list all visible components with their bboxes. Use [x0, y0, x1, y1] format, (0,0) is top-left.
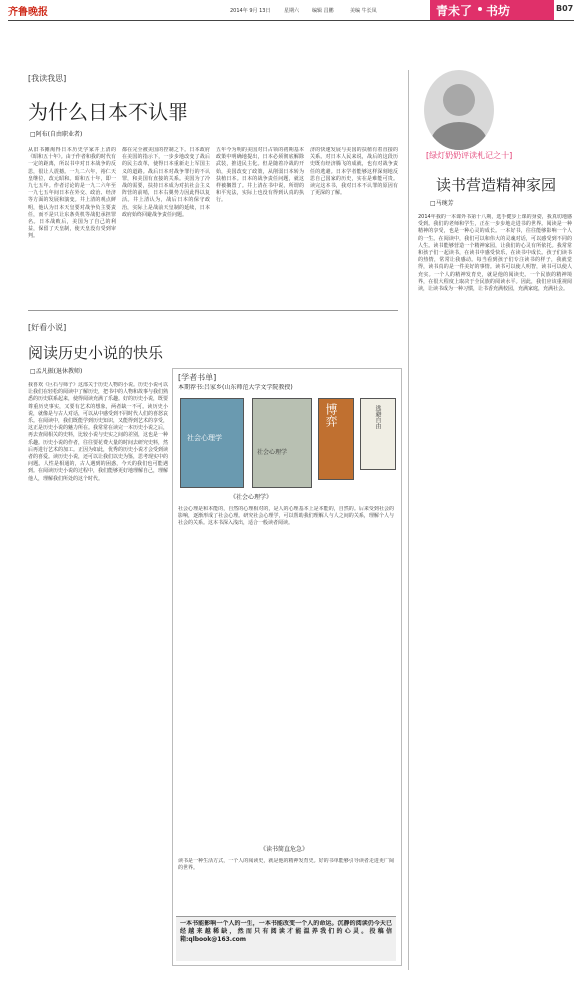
headline-3: 读书营造精神家园: [436, 176, 557, 194]
portrait-icon: [424, 70, 494, 150]
book-cover-4: [360, 398, 396, 470]
section-dot: [478, 7, 482, 11]
book-list-subtitle: 本期荐书:吕家乡(山东师范大学文学院教授): [178, 384, 293, 391]
book-cover-2-title: 社会心理学: [257, 449, 288, 456]
article3-body: 2014年我的一本课外书第十八期，选手健步上课的身姿，我真切地感受到。我们的老师和学生，正在一步步地走进书的世界。阅读是一种精神的享受，也是一种心灵的成长。一本好书，往往能够影响一个人的一生。在阅读中，我们可以和伟大的灵魂对话，可以感受到不同的人生。读书能够营造一个精神家园，让我们的心灵有所依托。我常常和孩子们一起读书，在读书中感受快乐，在读书中成长。孩子们读书的热情，常常让我感动。每当看到孩子们专注读书的样子，我就觉得，读书真的是一件美好的事情。读书可以使人明智，读书可以使人充实。一个人的精神发育史，就是他的阅读史。一个民族的精神境界，在很大程度上取决于全民族的阅读水平。因此，我们应该重视阅读，让读书成为一种习惯，让书香充满校园，充满家庭，充满社会。: [418, 214, 572, 293]
book-review-body: 社会心理是和本能的，自然的心理相对的，是人的心理基本上是本能的，自然的。后来受到社会的影响，逐渐形成了社会心理。研究社会心理学，可以帮助我们理解人与人之间的关系，理解个人与社会的关系。这本书深入浅出，适合一般读者阅读。: [178, 506, 394, 527]
book-footer-note: [176, 916, 396, 961]
page-number: B07: [556, 4, 574, 13]
headline-2: 阅读历史小说的快乐: [28, 344, 164, 362]
editor-label: 编辑 昌鹏: [312, 8, 334, 14]
headline-1: 为什么日本不认罪: [28, 100, 188, 124]
masthead-logo: 齐鲁晚报: [8, 7, 48, 18]
header-rule: [8, 20, 574, 21]
weekday: 星期六: [284, 8, 300, 14]
date-line: 2014年 9月 13日: [230, 8, 271, 14]
article1-col-2: 都在完全被美国的控制之下。日本政府在美国的指示下，一步步地改变了战后的民主改革，使得日本重新走上军国主义的道路。战后日本对战争罪行的不认罪，和美国有直接的关系。美国为了冷战的需要，扶持日本成为对抗社会主义阵营的前哨，日本右翼势力因此得以复活。井上清认为，战后日本的保守政治，实际上是战前天皇制的延续，日本政府始终回避战争责任问题。: [122, 147, 210, 218]
column-tag-2: [好看小说]: [28, 323, 67, 332]
section-sub: 书坊: [486, 4, 511, 18]
article1-col-1: 从旧书摊淘得日本历史学家井上清的《昭和五十年》。由于作者和我的时代有一定的距离，所以书中对日本战争的反思，很让人震撼。一九二六年，裕仁天皇继位，改元昭和。昭和五十年，即一九七五年。作者讨论的是一九二六年至一九七五年间日本在外交、政治、经济等方面的发展和演变。井上清的观点鲜明，他认为日本天皇要对战争负主要责任，而不是只让东条英机等战犯承担罪名。日本战败后，美国为了自己的利益，保留了天皇制，使天皇没有受到审判。: [28, 147, 116, 240]
divider-right-column: [408, 70, 409, 970]
book-cover-3: [318, 398, 354, 480]
author-portrait: [424, 70, 494, 150]
book-cover-4-title: 逃避自由: [374, 405, 381, 429]
divider-article1: [28, 310, 398, 311]
column-tag-1: [我读我思]: [28, 74, 67, 83]
article2-body: 我喜欢《巨石与筛子》这部关于历史人物的小说。历史小说可以让我们在轻松的阅读中了解历史，把书中的人物和故事与我们熟悉的历史联系起来，使得阅读充满了乐趣。好的历史小说，既要尊重历史事实，又要有艺术的想象，两者缺一不可。读历史小说，就像是与古人对话，可以从中感受到不同时代人们的喜怒哀乐。在阅读中，我们既能学到历史知识，又能得到艺术的享受，这正是历史小说的魅力所在。我常常在读完一本历史小说之后，再去查阅相关的史料，比较小说与史实之间的差别，这也是一种乐趣。历史小说的作者，往往要花费大量的时间去研究史料，然后再进行艺术的加工。正因为如此，优秀的历史小说才会受到读者的喜爱。读历史小说，还可以让我们以史为鉴，思考现实中的问题。人性是相通的，古人遇到的困惑，今天的我们也可能遇到。在阅读历史小说的过程中，我们能够更好地理解自己，理解他人，理解我们所处的这个时代。: [28, 382, 168, 482]
byline-1: □阿布(自由职业者): [30, 131, 83, 138]
designer-label: 美编 牛长凤: [350, 8, 377, 14]
book-review-body-2: 读书是一种生活方式，一个人的阅读史，就是他的精神发育史。好的书单能够引导读者走进更广阔的世界。: [178, 858, 394, 872]
book-cover-3-title: 博弈: [324, 403, 338, 427]
column-tag-3: [绿灯奶奶评读札记之十]: [426, 151, 513, 160]
book-sub-caption: 《读书简直危急》: [260, 846, 309, 853]
book-cover-2: [252, 398, 312, 488]
article1-col-4: 济的快速发展与美国的扶植有着直接的关系。对日本人民来说，战后的这段历史既有经济腾飞的成就，也有对战争责任的逃避。日本学者能够这样深刻地反思自己国家的历史，实在是难能可贵。读完这本书，我对日本不认罪的原因有了更深的了解。: [310, 147, 398, 197]
byline-2: □孟凡振(退休教师): [30, 368, 83, 375]
book-list-tag: [学者书单]: [178, 373, 217, 382]
book-footer-text: 一本书能影响一个人的一生，一本书能改变一个人的命运。沉静的阅读仍今天已经越来越稀缺，然而只有阅读才能温养我们的心灵。投稿信箱:qlbook@163.com: [180, 920, 392, 943]
article1-col-3: 五年今为明的美国对日占领的初期基本政策中明确地提出，日本必须彻底解除武装，推进民主化。但是随着冷战的开始，美国改变了政策，从削弱日本转为扶植日本。日本的战争责任问题，就这样被搁置了。井上清在书中说，所谓的和平宪法，实际上也没有得到认真的执行。: [216, 147, 304, 204]
book-cover-1: [180, 398, 244, 488]
section-title: 青未了: [436, 4, 473, 18]
book-caption: 《社会心理学》: [230, 494, 273, 501]
book-cover-1-title: 社会心理学: [187, 434, 222, 442]
section-banner: [430, 0, 554, 20]
byline-3: □马琬芳: [430, 200, 454, 207]
